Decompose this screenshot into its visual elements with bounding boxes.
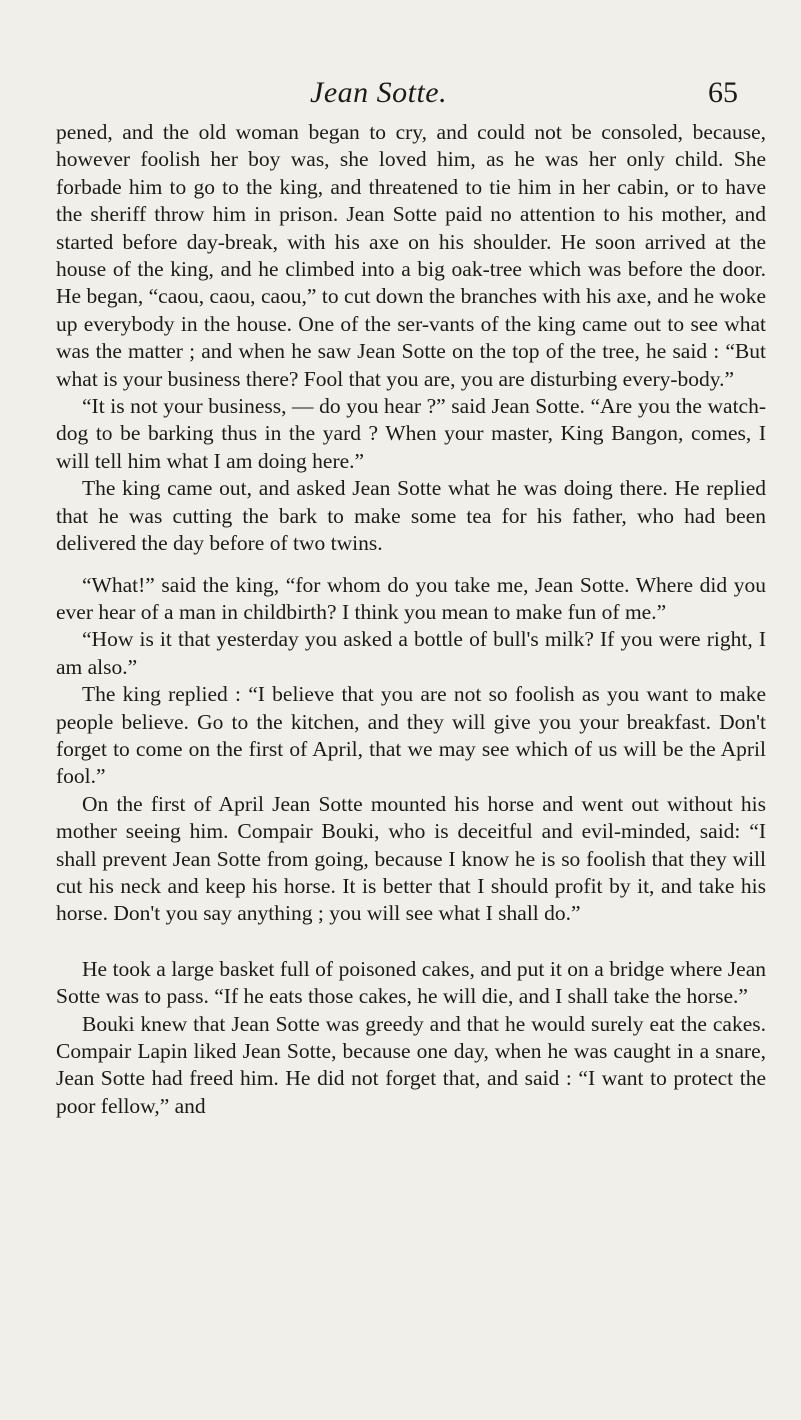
paragraph: The king replied : “I believe that you are not so foolish as you want to make people believe. Go to the kitchen, and they will give you your breakfast. Don't forget to come on the first of April, that we may see which of us will be the April fool.” [56, 682, 766, 789]
paragraph: pened, and the old woman began to cry, and could not be consoled, because, however foolish her boy was, she loved him, as he was her only child. She forbade him to go to the king, and threatened to tie him in her cabin, or to have the sheriff throw him in prison. Jean Sotte paid no attention to his mother, and started before day-break, with his axe on his shoulder. He soon arrived at the house of the king, and he climbed into a big oak-tree which was before the door. He began, “caou, caou, caou,” to cut down the branches with his axe, and he woke up everybody in the house. One of the ser-vants of the king came out to see what was the matter ; and when he saw Jean Sotte on the top of the tree, he said : “But what is your business there? Fool that you are, you are disturbing every-body.” [56, 120, 766, 391]
paragraph: Bouki knew that Jean Sotte was greedy and that he would surely eat the cakes. Compair Lapin liked Jean Sotte, because one day, when he was caught in a snare, Jean Sotte had freed him. He did not forget that, and said : “I want to protect the poor fellow,” and [56, 1011, 766, 1118]
body-text [56, 119, 766, 1120]
running-title: Jean Sotte. [310, 76, 448, 109]
paragraph: “What!” said the king, “for whom do you take me, Jean Sotte. Where did you ever hear of a man in childbirth? I think you mean to make fun of me.” [56, 572, 766, 624]
paragraph: He took a large basket full of poisoned cakes, and put it on a bridge where Jean Sotte was to pass. “If he eats those cakes, he will die, and I shall take the horse.” [56, 956, 766, 1009]
page-header [0, 76, 801, 116]
paragraph: The king came out, and asked Jean Sotte what he was doing there. He replied that he was cutting the bark to make some tea for his father, who had been delivered the day before of two twins. [56, 476, 766, 556]
paragraph: On the first of April Jean Sotte mounted his horse and went out without his mother seeing him. Compair Bouki, who is deceitful and evil-minded, said: “I shall prevent Jean Sotte from going, because I know he is so foolish that they will cut his neck and keep his horse. It is better that I should profit by it, and take his horse. Don't you say anything ; you will see what I shall do.” [56, 791, 766, 926]
paragraph: “It is not your business, — do you hear ?” said Jean Sotte. “Are you the watch-dog to be barking thus in the yard ? When your master, King Bangon, comes, I will tell him what I am doing here.” [56, 394, 766, 473]
paragraph: “How is it that yesterday you asked a bottle of bull's milk? If you were right, I am also.” [56, 627, 766, 679]
page-number: 65 [708, 76, 738, 109]
